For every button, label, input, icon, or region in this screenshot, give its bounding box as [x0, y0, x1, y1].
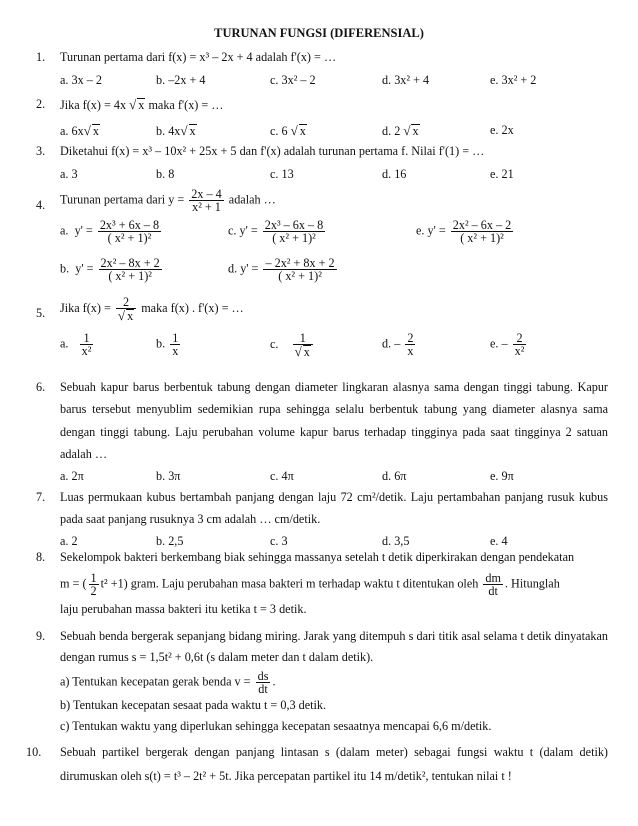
denominator [293, 345, 313, 358]
fraction [189, 188, 223, 213]
option-row [60, 164, 608, 185]
question-text-line: Sekelompok bakteri berkembang biak sehingga massanya setelah t detik diperkirakan dengan pendekatan [60, 550, 575, 564]
question-number: 4. [36, 198, 46, 212]
fraction [263, 257, 336, 282]
question-9 [36, 626, 608, 737]
question-number: 5. [36, 306, 46, 320]
option-a [60, 120, 100, 142]
option-a: a. 3x – 2 [60, 73, 102, 87]
option-row [60, 332, 608, 362]
option-a: a. 2 [60, 534, 78, 548]
sqrt-sign: √ [117, 308, 126, 323]
subquestion-c: c) Tentukan waktu yang diperlukan sehingga kecepatan sesaatnya mencapai 6,6 m/detik. [60, 719, 492, 733]
option-d [382, 120, 420, 142]
fraction [405, 332, 415, 357]
option-a [60, 332, 95, 357]
option-c: c. 3x² – 2 [270, 73, 316, 87]
option-e: e. 2x [490, 123, 514, 137]
question-number: 2. [36, 97, 46, 111]
option-b: b. 2,5 [156, 534, 184, 548]
question-text-part: Jika f(x) = 4x [60, 98, 127, 112]
radicand: x [127, 309, 134, 323]
fraction [89, 572, 99, 597]
denominator: x [407, 344, 414, 358]
numerator: dm [485, 571, 501, 585]
option-c [270, 120, 307, 142]
denominator: x² [81, 344, 92, 358]
denominator: x² [514, 344, 525, 358]
fraction [170, 332, 180, 357]
option-letter: c. [270, 336, 279, 351]
radicand: x [92, 124, 99, 138]
numerator: 2x³ + 6x – 8 [99, 218, 160, 232]
fraction [116, 296, 136, 322]
denominator: ( x² + 1)² [107, 231, 152, 245]
option-letter: b. [60, 261, 70, 276]
denominator: x² + 1 [192, 200, 221, 214]
denominator: ( x² + 1)² [460, 231, 504, 245]
numerator: 1 [90, 571, 97, 585]
question-4 [36, 188, 608, 293]
formula-part: m = ( [60, 576, 87, 591]
fraction [293, 332, 313, 358]
denominator [116, 309, 136, 322]
question-number: 9. [36, 629, 46, 643]
sqrt-sign: √ [290, 123, 298, 138]
option-letter: d. [228, 261, 238, 276]
question-3 [36, 141, 608, 185]
option-d: d. y' = $\frac{\text{– 2x² + 8x + 2}}{\text{( x² + 1)²}}$ [228, 256, 335, 283]
option-d [382, 332, 417, 357]
question-text [60, 188, 608, 213]
denominator: dt [488, 584, 498, 598]
numerator: ds [257, 669, 269, 683]
question-number: 7. [36, 490, 46, 504]
option-label: a. 6x [60, 124, 84, 138]
radicand: x [138, 98, 145, 112]
subquestion-text: a) Tentukan kecepatan gerak benda v = [60, 674, 251, 689]
option-e: e. 9π [490, 469, 514, 484]
question-number: 8. [36, 550, 46, 564]
option-b: b. 3π [156, 469, 181, 484]
option-b [156, 120, 197, 142]
radicand: x [189, 124, 196, 138]
fraction [451, 219, 514, 244]
question-5 [36, 296, 608, 362]
fraction [483, 572, 503, 597]
question-text-part: maka f(x) . f'(x) = … [141, 300, 244, 315]
denominator: ( x² + 1)² [272, 231, 316, 245]
question-text [60, 296, 608, 322]
option-a: a. 3 [60, 167, 78, 181]
option-b: b. 8 [156, 167, 175, 181]
fraction [98, 219, 161, 244]
option-letter: a. [60, 223, 69, 238]
question-text-part: adalah … [228, 192, 276, 207]
option-c: c. 13 [270, 167, 294, 181]
option-letter: e. [416, 223, 425, 238]
sqrt-sign: √ [294, 344, 302, 359]
sqrt-sign: √ [403, 123, 411, 138]
option-e: e. 21 [490, 167, 514, 181]
option-letter: b. [156, 336, 166, 351]
question-text [60, 94, 608, 116]
option-row [60, 120, 608, 141]
question-7 [36, 486, 608, 551]
fraction [256, 670, 271, 695]
radicand: x [299, 124, 306, 138]
option-row [60, 70, 608, 91]
option-e: e. 4 [490, 534, 508, 548]
question-text: Turunan pertama dari f(x) = x³ – 2x + 4 adalah f'(x) = … [60, 50, 337, 64]
question-text: Luas permukaan kubus bertambah panjang dengan laju 72 cm²/detik. Laju pertambahan panjang rusuk kubus pada saat panjang rusuknya 3 cm adalah … cm/detik. [60, 490, 608, 526]
question-text: Diketahui f(x) = x³ – 10x² + 25x + 5 dan f'(x) adalah turunan pertama f. Nilai f'(1) = … [60, 144, 485, 158]
numerator: 2 [116, 296, 136, 309]
option-d: d. 6π [382, 469, 407, 484]
question-text: Sebuah benda bergerak sepanjang bidang miring. Jarak yang ditempuh s dari titik asal selama t detik dinyatakan dengan rumus s = 1,5t² + 0,6t (s dalam meter dan t dalam detik). [60, 629, 608, 664]
page-title: TURUNAN FUNGSI (DIFERENSIAL) [214, 26, 424, 40]
radicand: x [412, 124, 419, 138]
denominator: ( x² + 1)² [108, 269, 152, 283]
question-number: 6. [36, 380, 46, 394]
option-c: c. y' = $\frac{\text{2x³ – 6x – 8}}{\text{( x² + 1)²}}$ [228, 218, 324, 245]
option-d: d. 3,5 [382, 534, 410, 548]
option-b: b. y' = $\frac{\text{2x² – 8x + 2}}{\text{( x² + 1)²}}$ [60, 256, 160, 283]
option-a: a. 2π [60, 469, 84, 484]
sqrt-sign: √ [180, 123, 188, 138]
option-letter: a. [60, 336, 69, 351]
numerator: 2 [407, 331, 414, 345]
option-label: b. 4x [156, 124, 181, 138]
question-10 [26, 740, 608, 788]
subquestion-a: a) Tentukan kecepatan gerak benda v = $\frac{ds}{dt}$ . [60, 669, 276, 696]
formula-part: . Hitunglah [504, 576, 560, 591]
denominator: 2 [90, 584, 97, 598]
question-1 [36, 47, 608, 91]
question-text-part: Turunan pertama dari y = [60, 192, 185, 207]
denominator: x [172, 344, 179, 358]
option-label: d. 2 [382, 124, 401, 138]
question-text: Sebuah kapur barus berbentuk tabung dengan diameter lingkaran alasnya sama dengan tinggi tabung. Kapur barus tersebut menyublim sedemikian rupa sehingga selalu berbentuk tabung yang diameter alasnya sama dengan tinggi tabung. Laju perubahan volume kapur barus terhadap tingginya pada saat tingginya 2 satuan adalah … [60, 380, 608, 461]
option-letter: d. – [382, 336, 401, 351]
option-b: b. –2x + 4 [156, 73, 206, 87]
fraction [99, 257, 162, 282]
question-text: Sebuah partikel bergerak dengan panjang lintasan s (dalam meter) sebagai fungsi waktu t (dalam detik) dirumuskan oleh s(t) = t³ – 2t² + 5t. Jika percepatan partikel itu 14 m/detik², tentukan nilai t ! [60, 745, 608, 783]
question-number: 10. [26, 745, 42, 759]
option-b [156, 332, 182, 357]
numerator: 2x² – 6x – 2 [452, 218, 512, 232]
denominator: dt [258, 682, 268, 696]
denominator: ( x² + 1)² [278, 269, 322, 283]
option-c: c. 3 [270, 534, 288, 548]
option-e [490, 332, 528, 357]
question-8 [36, 547, 608, 620]
subquestion-b: b) Tentukan kecepatan sesaat pada waktu t = 0,3 detik. [60, 698, 327, 712]
option-c [270, 332, 315, 358]
numerator: 1 [80, 332, 94, 345]
sqrt-sign: √ [83, 123, 91, 138]
numerator: 1 [293, 332, 313, 345]
option-c: c. 4π [270, 469, 294, 484]
numerator: 2x – 4 [191, 187, 222, 201]
question-text-line: laju perubahan massa bakteri itu ketika t = 3 detik. [60, 602, 307, 616]
option-e: e. 3x² + 2 [490, 73, 537, 87]
option-row [60, 465, 608, 486]
option-grid [60, 219, 608, 293]
numerator: 2x³ – 6x – 8 [264, 218, 324, 232]
numerator: 2 [513, 332, 527, 345]
question-text-part: maka f'(x) = … [148, 98, 224, 112]
formula-part: t² +1) gram. Laju perubahan masa bakteri m terhadap waktu t ditentukan oleh [100, 576, 479, 591]
option-letter: e. – [490, 336, 508, 351]
radicand: x [303, 345, 310, 359]
question-text-line [60, 572, 608, 597]
fraction [80, 332, 94, 357]
numerator: 1 [172, 331, 179, 345]
question-number: 3. [36, 144, 46, 158]
question-text-part: Jika f(x) = [60, 300, 111, 315]
option-a: a. y' = $\frac{\text{2x³ + 6x – 8}}{\text{( x² + 1)²}}$ [60, 218, 160, 245]
option-e: e. y' = $\frac{\text{2x² – 6x – 2}}{\text{( x² + 1)²}}$ [416, 218, 512, 245]
question-2 [36, 94, 608, 141]
option-d: d. 3x² + 4 [382, 73, 430, 87]
sqrt-sign: √ [129, 97, 137, 112]
option-label: c. 6 [270, 124, 288, 138]
option-d: d. 16 [382, 167, 407, 181]
numerator: 2x² – 8x + 2 [100, 256, 160, 270]
question-number: 1. [36, 50, 46, 64]
fraction [263, 219, 326, 244]
option-letter: c. [228, 223, 237, 238]
numerator: – 2x² + 8x + 2 [265, 256, 335, 270]
question-6 [36, 376, 608, 486]
fraction [513, 332, 527, 357]
